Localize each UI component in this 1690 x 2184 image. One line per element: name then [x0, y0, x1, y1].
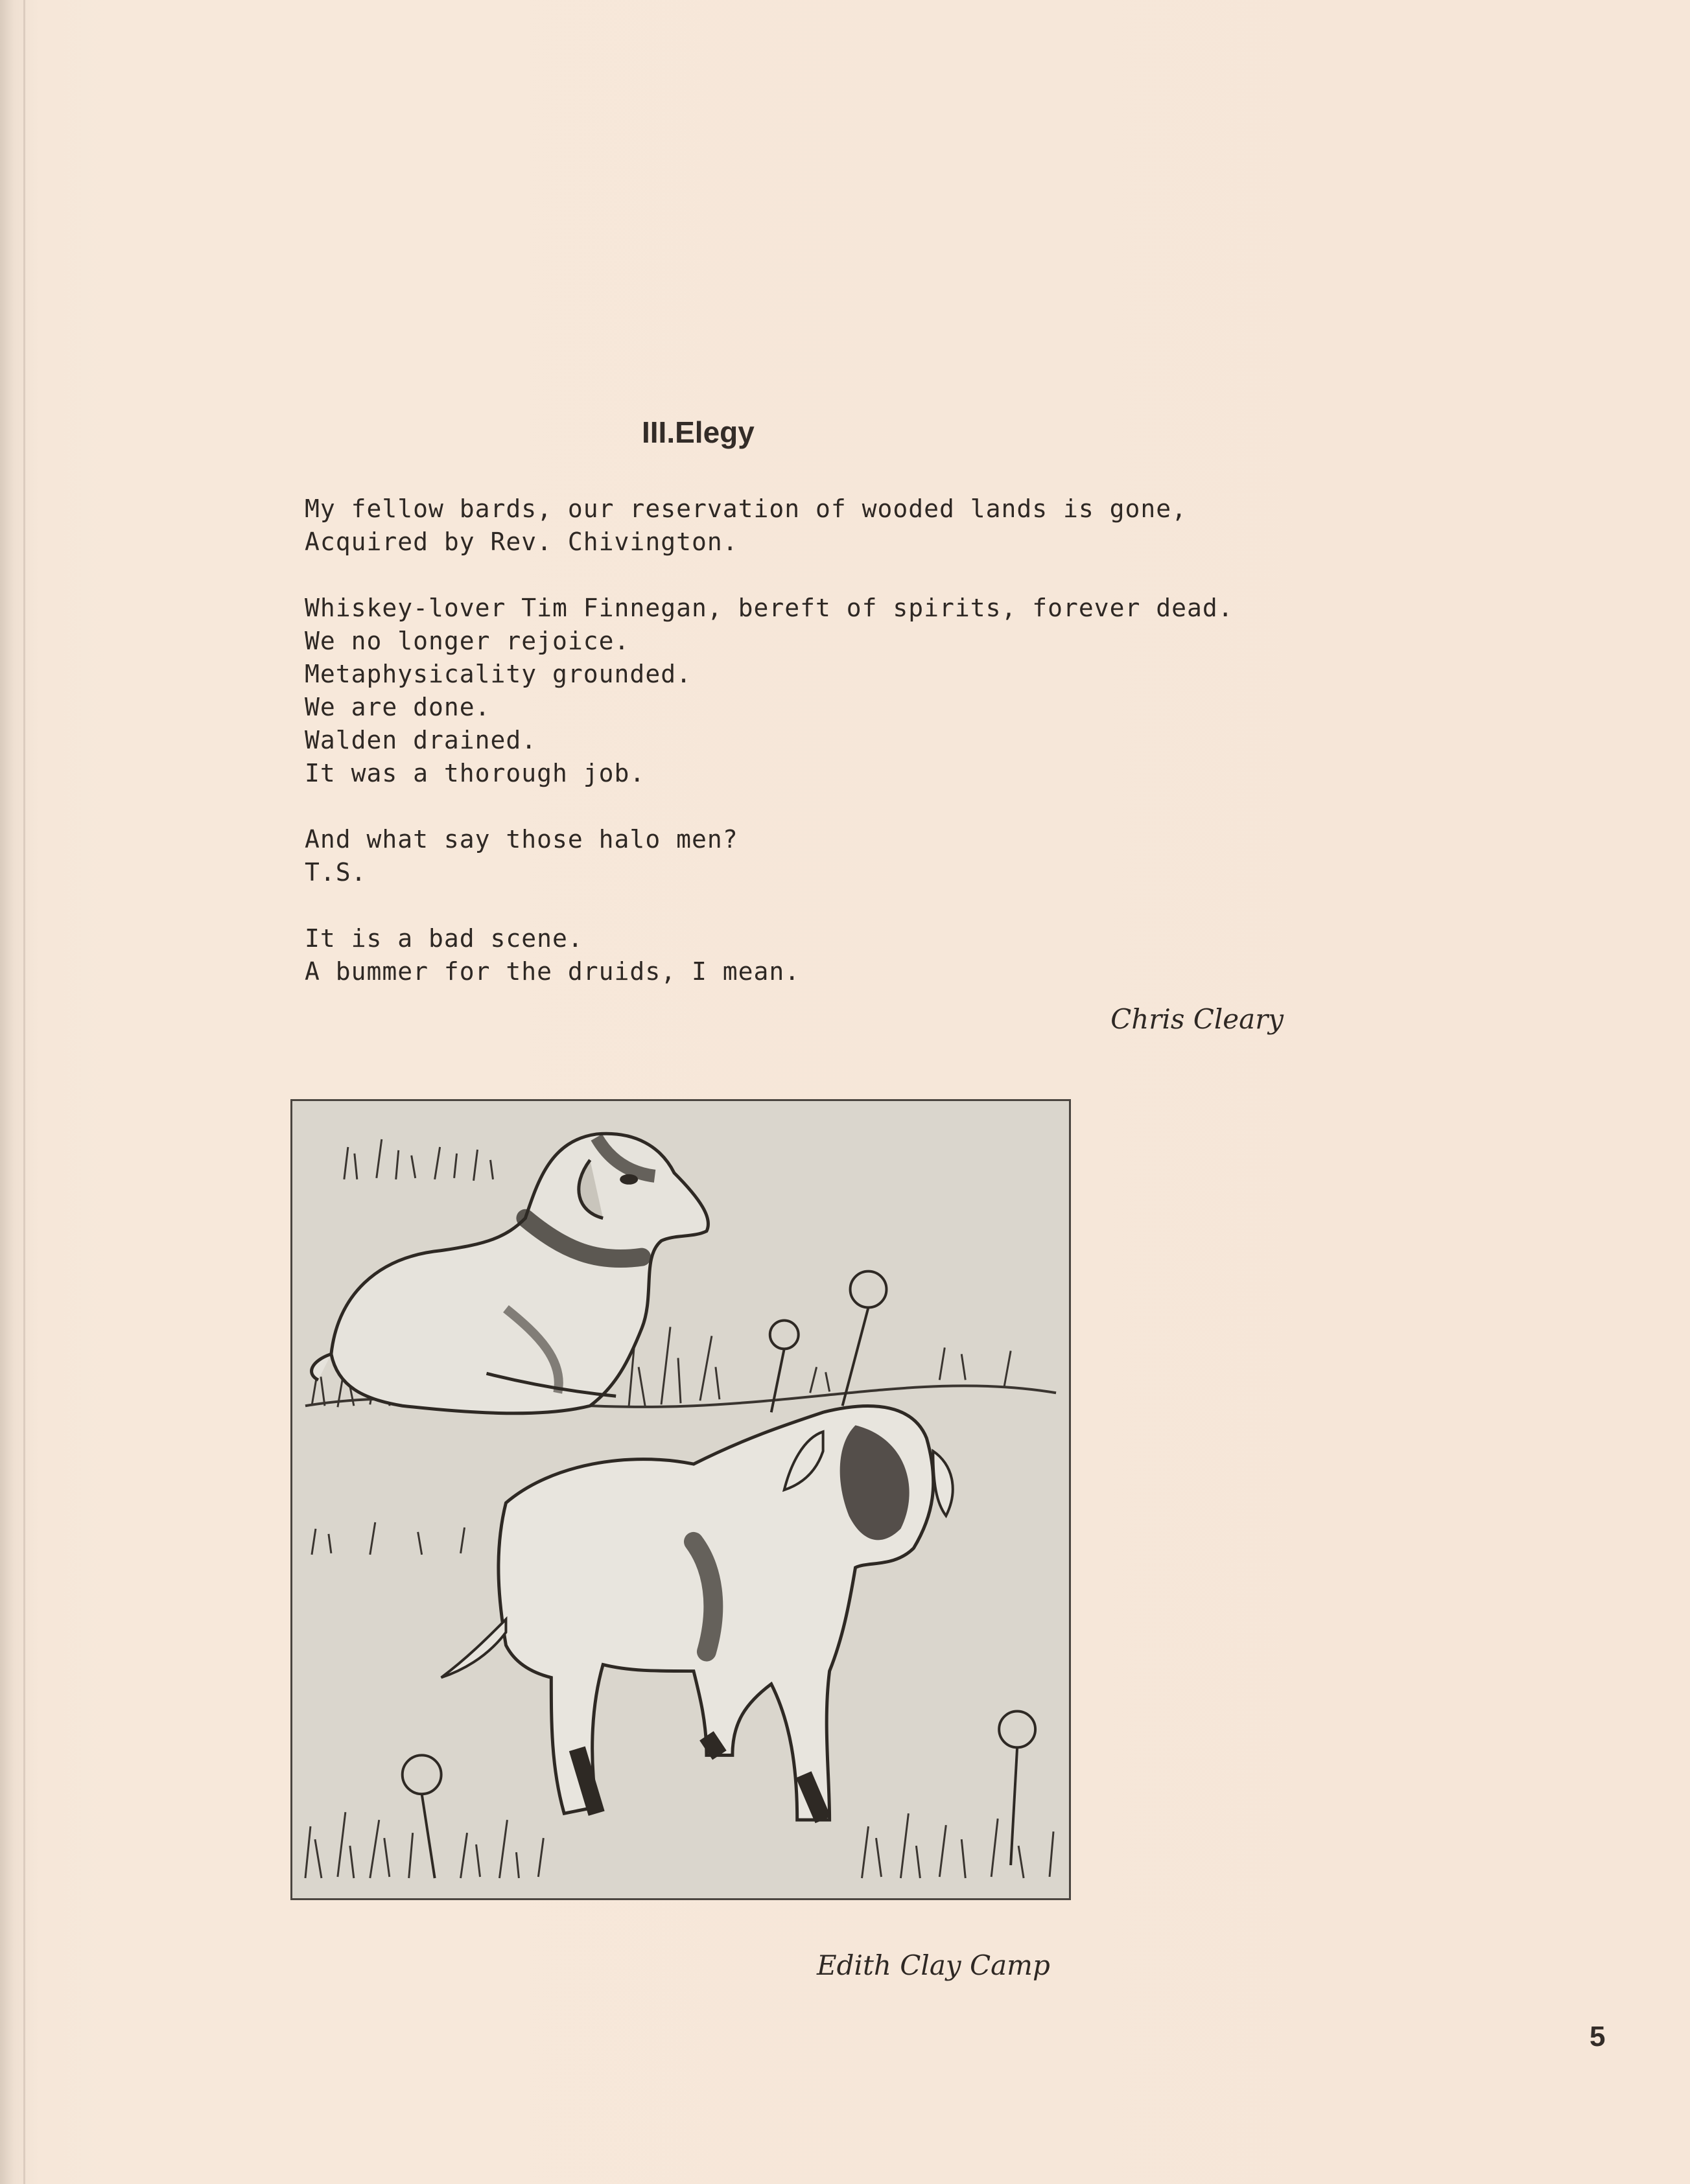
poem-line: Whiskey-lover Tim Finnegan, bereft of spirits, forever dead.: [305, 594, 1234, 622]
poem-author-signature: Chris Cleary: [1110, 1003, 1284, 1035]
poem-line: It was a thorough job.: [305, 759, 646, 787]
artist-signature: Edith Clay Camp: [817, 1949, 1050, 1981]
poem-line: Acquired by Rev. Chivington.: [305, 528, 738, 556]
poem-stanza: [305, 592, 1342, 790]
poem-title: III.Elegy: [642, 415, 755, 449]
poem-line: We no longer rejoice.: [305, 627, 630, 655]
poem-stanza: [305, 493, 1342, 559]
poem-line: My fellow bards, our reservation of wooded lands is gone,: [305, 494, 1188, 523]
binding-gutter: [23, 0, 25, 2184]
poem-body: [305, 493, 1342, 988]
poem-line: And what say those halo men?: [305, 825, 738, 854]
poem-line: We are done.: [305, 693, 491, 721]
page-number: 5: [1590, 2021, 1606, 2052]
poem-line: A bummer for the druids, I mean.: [305, 957, 801, 986]
poem-line: It is a bad scene.: [305, 924, 583, 953]
poem-line: T.S.: [305, 858, 367, 887]
poem-line: Metaphysicality grounded.: [305, 660, 692, 688]
lambs-etching-image: [290, 1099, 1071, 1900]
lambs-illustration: [292, 1101, 1069, 1898]
poem-stanza: [305, 922, 1342, 988]
poem-line: Walden drained.: [305, 726, 537, 754]
poem-stanza: [305, 823, 1342, 889]
